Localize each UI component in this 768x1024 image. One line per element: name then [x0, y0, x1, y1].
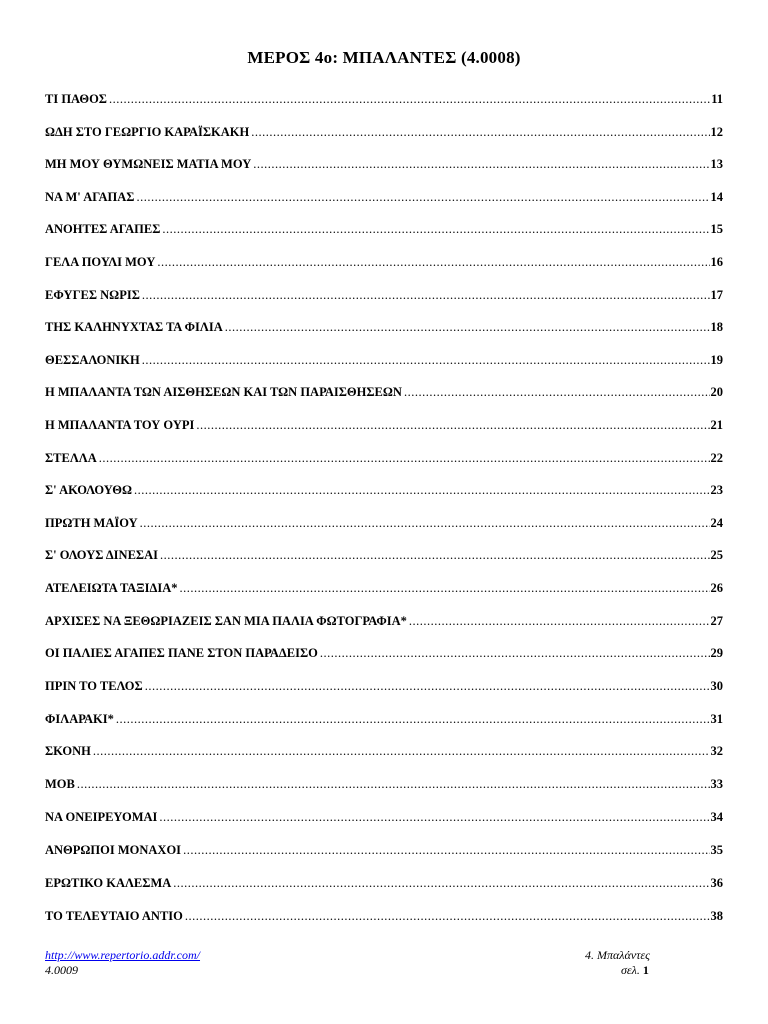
toc-entry-page: 15 — [710, 222, 723, 237]
footer-page-value: 1 — [642, 963, 649, 977]
toc-entry — [45, 548, 723, 581]
toc-leader-dots — [157, 255, 709, 270]
toc-entry — [45, 385, 723, 418]
toc-leader-dots — [404, 385, 710, 400]
toc-leader-dots — [251, 125, 709, 140]
toc-entry-page: 35 — [710, 843, 723, 858]
toc-entry-title: ΜΟΒ — [45, 777, 75, 792]
toc-leader-dots — [196, 418, 709, 433]
toc-leader-dots — [225, 320, 710, 335]
toc-entry — [45, 646, 723, 679]
toc-entry-page: 20 — [710, 385, 723, 400]
toc-entry-page: 33 — [710, 777, 723, 792]
toc-entry — [45, 843, 723, 876]
toc-entry-title: ΜΗ ΜΟΥ ΘΥΜΩΝΕΙΣ ΜΑΤΙΑ ΜΟΥ — [45, 157, 252, 172]
footer-page-prefix: σελ. — [621, 963, 640, 977]
toc-entry-title: Σ' ΑΚΟΛΟΥΘΩ — [45, 483, 133, 498]
toc-entry — [45, 581, 723, 614]
toc-entry-title: ΤΟ ΤΕΛΕΥΤΑΙΟ ΑΝΤΙΟ — [45, 908, 183, 923]
toc-entry — [45, 483, 723, 516]
toc-leader-dots — [77, 777, 710, 792]
toc-entry-title: ΑΡΧΙΣΕΣ ΝΑ ΞΕΘΩΡΙΑΖΕΙΣ ΣΑΝ ΜΙΑ ΠΑΛΙΑ ΦΩΤΟΓΡΑΦΙΑ* — [45, 613, 407, 628]
toc-entry-title: ΩΔΗ ΣΤΟ ΓΕΩΡΓΙΟ ΚΑΡΑΪΣΚΑΚΗ — [45, 124, 250, 139]
toc-leader-dots — [409, 614, 710, 629]
toc-entry-title: ΠΡΩΤΗ ΜΑΪΟΥ — [45, 515, 138, 530]
toc-entry — [45, 125, 723, 158]
toc-entry — [45, 92, 723, 125]
toc-leader-dots — [183, 843, 709, 858]
toc-leader-dots — [142, 353, 710, 368]
toc-leader-dots — [109, 92, 710, 107]
toc-entry-page: 13 — [710, 157, 723, 172]
toc-entry — [45, 516, 723, 549]
toc-entry-title: ΕΦΥΓΕΣ ΝΩΡΙΣ — [45, 287, 140, 302]
toc-entry-page: 14 — [710, 189, 723, 204]
toc-entry — [45, 451, 723, 484]
toc-entry — [45, 679, 723, 712]
toc-entry-page: 31 — [710, 711, 723, 726]
toc-leader-dots — [140, 516, 710, 531]
toc-leader-dots — [179, 581, 709, 596]
table-of-contents — [45, 92, 723, 942]
toc-entry-title: ΠΡΙΝ ΤΟ ΤΕΛΟΣ — [45, 678, 143, 693]
toc-entry-page: 18 — [710, 320, 723, 335]
toc-leader-dots — [253, 157, 709, 172]
toc-entry-page: 12 — [710, 124, 723, 139]
toc-entry-title: ΑΝΘΡΩΠΟΙ ΜΟΝΑΧΟΙ — [45, 843, 182, 858]
toc-entry-page: 27 — [710, 613, 723, 628]
toc-entry-title: ΑΝΟΗΤΕΣ ΑΓΑΠΕΣ — [45, 222, 161, 237]
toc-leader-dots — [320, 646, 710, 661]
toc-entry — [45, 222, 723, 255]
toc-entry — [45, 614, 723, 647]
toc-entry-page: 30 — [710, 678, 723, 693]
toc-leader-dots — [134, 483, 709, 498]
document-title: ΜΕΡΟΣ 4ο: ΜΠΑΛΑΝΤΕΣ (4.0008) — [247, 48, 521, 67]
toc-entry-title: ΦΙΛΑΡΑΚΙ* — [45, 711, 114, 726]
toc-entry — [45, 255, 723, 288]
toc-entry-page: 32 — [710, 744, 723, 759]
toc-entry-title: ΤΙ ΠΑΘΟΣ — [45, 92, 107, 106]
toc-entry-page: 21 — [710, 417, 723, 432]
toc-entry-title: ΘΕΣΣΑΛΟΝΙΚΗ — [45, 352, 140, 367]
toc-entry — [45, 777, 723, 810]
toc-entry-page: 36 — [710, 876, 723, 891]
toc-entry-page: 24 — [710, 515, 723, 530]
toc-entry-title: ΕΡΩΤΙΚΟ ΚΑΛΕΣΜΑ — [45, 876, 172, 891]
toc-entry-page: 23 — [710, 483, 723, 498]
footer-page-number — [621, 963, 649, 978]
footer-section-name: 4. Μπαλάντες — [585, 948, 651, 962]
toc-entry-page: 38 — [710, 908, 723, 923]
toc-entry-page: 26 — [710, 580, 723, 595]
toc-leader-dots — [93, 744, 710, 759]
toc-entry — [45, 288, 723, 321]
toc-leader-dots — [185, 909, 710, 924]
toc-entry-page: 11 — [711, 92, 723, 106]
toc-entry-title: ΑΤΕΛΕΙΩΤΑ ΤΑΞΙΔΙΑ* — [45, 580, 178, 595]
toc-leader-dots — [116, 712, 710, 727]
toc-entry-title: ΝΑ Μ' ΑΓΑΠΑΣ — [45, 189, 135, 204]
toc-entry-page: 29 — [710, 646, 723, 661]
toc-leader-dots — [99, 451, 710, 466]
toc-entry-title: ΟΙ ΠΑΛΙΕΣ ΑΓΑΠΕΣ ΠΑΝΕ ΣΤΟΝ ΠΑΡΑΔΕΙΣΟ — [45, 646, 318, 661]
toc-entry — [45, 744, 723, 777]
toc-entry — [45, 157, 723, 190]
toc-leader-dots — [160, 548, 710, 563]
footer-website-link[interactable]: http://www.repertorio.addr.com/ — [45, 948, 201, 962]
toc-leader-dots — [136, 190, 709, 205]
toc-entry — [45, 712, 723, 745]
toc-leader-dots — [159, 810, 709, 825]
toc-entry-title: ΓΕΛΑ ΠΟΥΛΙ ΜΟΥ — [45, 254, 156, 269]
toc-entry-title: ΣΤΕΛΛΑ — [45, 450, 97, 465]
toc-entry — [45, 190, 723, 223]
toc-leader-dots — [173, 876, 709, 891]
toc-entry-page: 16 — [710, 254, 723, 269]
toc-entry-title: Σ' ΟΛΟΥΣ ΔΙΝΕΣΑΙ — [45, 548, 158, 563]
footer-document-code: 4.0009 — [45, 963, 78, 977]
toc-entry — [45, 418, 723, 451]
toc-entry-page: 25 — [710, 548, 723, 563]
toc-entry — [45, 810, 723, 843]
toc-leader-dots — [142, 288, 710, 303]
toc-entry — [45, 876, 723, 909]
toc-entry-page: 22 — [710, 450, 723, 465]
toc-entry — [45, 320, 723, 353]
toc-leader-dots — [145, 679, 710, 694]
toc-entry-title: Η ΜΠΑΛΑΝΤΑ ΤΩΝ ΑΙΣΘΗΣΕΩΝ ΚΑΙ ΤΩΝ ΠΑΡΑΙΣΘΗΣΕΩΝ — [45, 385, 402, 400]
toc-entry-title: ΣΚΟΝΗ — [45, 744, 91, 759]
toc-entry — [45, 909, 723, 942]
toc-leader-dots — [162, 222, 709, 237]
toc-entry — [45, 353, 723, 386]
toc-entry-page: 17 — [710, 287, 723, 302]
toc-entry-title: ΝΑ ΟΝΕΙΡΕΥΟΜΑΙ — [45, 810, 158, 825]
toc-entry-title: ΤΗΣ ΚΑΛΗΝΥΧΤΑΣ ΤΑ ΦΙΛΙΑ — [45, 320, 223, 335]
toc-entry-title: Η ΜΠΑΛΑΝΤΑ ΤΟΥ ΟΥΡΙ — [45, 417, 195, 432]
toc-entry-page: 19 — [710, 352, 723, 367]
toc-entry-page: 34 — [710, 810, 723, 825]
